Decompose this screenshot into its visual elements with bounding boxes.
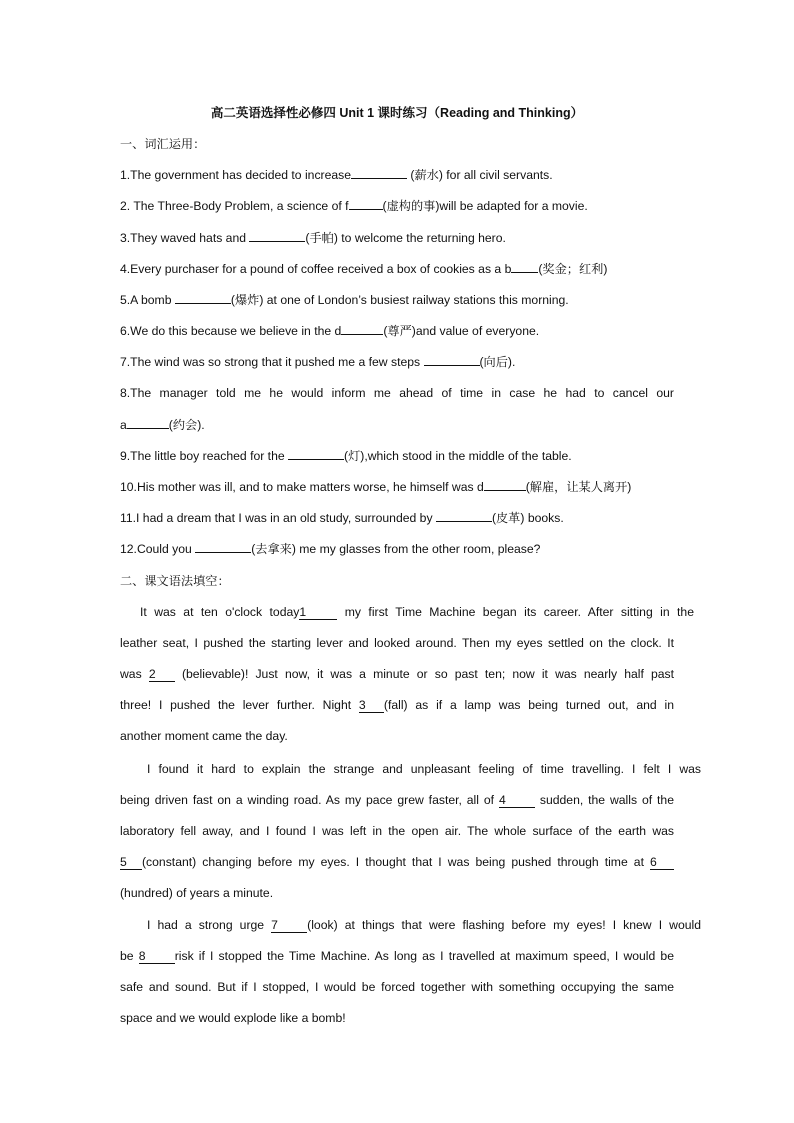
answer-blank[interactable] (175, 291, 231, 304)
blank-8[interactable]: 8 (139, 949, 175, 964)
passage-line: (hundred) of years a minute. (120, 886, 274, 900)
blank-5[interactable]: 5 (120, 855, 142, 870)
vocab-item-4: 4.Every purchaser for a pound of coffee received a box of cookies as a b (奖金；红利) (120, 262, 608, 276)
answer-blank[interactable] (484, 478, 526, 491)
blank-7[interactable]: 7 (271, 918, 307, 933)
vocab-item-9: 9.The little boy reached for the (灯),which stood in the middle of the table. (120, 449, 572, 463)
passage-line: another moment came the day. (120, 729, 288, 743)
answer-blank[interactable] (195, 540, 251, 553)
passage-line: safe and sound. But if I stopped, I would be forced together with something occupying the same (120, 980, 674, 994)
passage-line: space and we would explode like a bomb! (120, 1011, 346, 1025)
answer-blank[interactable] (127, 416, 169, 429)
passage-line: I found it hard to explain the strange and unpleasant feeling of time travelling. I felt I was (147, 762, 701, 776)
passage-line: be 8 risk if I stopped the Time Machine. As long as I travelled at maximum speed, I would be (120, 949, 674, 963)
passage-line: 5 (constant) changing before my eyes. I thought that I was being pushed through time at 6 (120, 853, 674, 871)
section1-heading: 一、词汇运用： (120, 137, 206, 151)
page-title: 高二英语选择性必修四 Unit 1 课时练习（Reading and Thinking） (210, 106, 584, 120)
blank-2[interactable]: 2 (149, 667, 175, 682)
vocab-item-8-cont: a (约会). (120, 418, 205, 432)
vocab-item-6: 6.We do this because we believe in the d (尊严)and value of everyone. (120, 324, 540, 338)
blank-4[interactable]: 4 (499, 793, 535, 808)
vocab-item-10: 10.His mother was ill, and to make matters worse, he himself was d (解雇，让某人离开) (120, 480, 632, 494)
answer-blank[interactable] (351, 166, 407, 179)
blank-6[interactable]: 6 (650, 855, 674, 870)
vocab-item-5: 5.A bomb (爆炸) at one of London’s busiest railway stations this morning. (120, 293, 569, 307)
blank-3[interactable]: 3 (359, 698, 384, 713)
answer-blank[interactable] (511, 260, 538, 273)
passage-line: laboratory fell away, and I found I was left in the open air. The whole surface of the earth was (120, 824, 674, 838)
answer-blank[interactable] (424, 353, 480, 366)
passage-line: It was at ten o'clock today1 my first Time Machine began its career. After sitting in the (140, 605, 694, 619)
passage-line: was 2 (believable)! Just now, it was a minute or so past ten; now it was nearly half past (120, 667, 675, 681)
blank-1[interactable]: 1 (299, 605, 337, 620)
vocab-item-1: 1.The government has decided to increase (薪水) for all civil servants. (120, 168, 553, 182)
answer-blank[interactable] (436, 509, 492, 522)
vocab-item-12: 12.Could you (去拿来) me my glasses from the other room, please? (120, 542, 541, 556)
answer-blank[interactable] (349, 197, 383, 210)
vocab-item-3: 3.They waved hats and (手帕) to welcome the returning hero. (120, 231, 506, 245)
passage-line: I had a strong urge 7 (look) at things that were flashing before my eyes! I knew I would (147, 918, 701, 932)
passage-line: leather seat, I pushed the starting lever and looked around. Then my eyes settled on the clock. It (120, 636, 674, 650)
passage-line: being driven fast on a winding road. As my pace grew faster, all of 4 sudden, the walls of the (120, 793, 674, 807)
vocab-item-8: 8.The manager told me he would inform me ahead of time in case he had to cancel our (120, 386, 674, 400)
section2-heading: 二、课文语法填空： (120, 574, 230, 588)
vocab-item-7: 7.The wind was so strong that it pushed me a few steps (向后). (120, 355, 516, 369)
answer-blank[interactable] (249, 229, 305, 242)
answer-blank[interactable] (341, 322, 383, 335)
vocab-item-11: 11.I had a dream that I was in an old study, surrounded by (皮革) books. (120, 511, 564, 525)
vocab-item-2: 2. The Three-Body Problem, a science of f (虚构的事)will be adapted for a movie. (120, 199, 588, 213)
answer-blank[interactable] (288, 447, 344, 460)
passage-line: three! I pushed the lever further. Night 3 (fall) as if a lamp was being turned out, and in (120, 698, 674, 712)
